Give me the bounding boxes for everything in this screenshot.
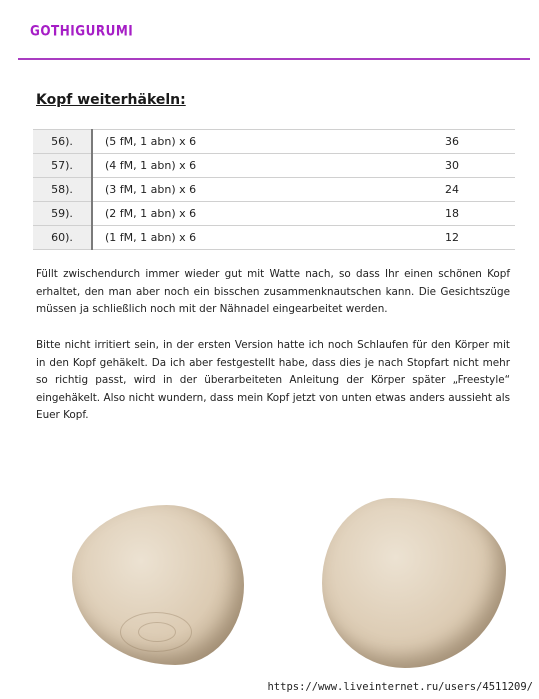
source-url[interactable]: https://www.liveinternet.ru/users/4511209/ bbox=[267, 681, 533, 693]
stitch-count: 36 bbox=[445, 130, 515, 154]
stitch-count: 24 bbox=[445, 178, 515, 202]
stitch-count: 30 bbox=[445, 154, 515, 178]
round-instruction: (3 fM, 1 abn) x 6 bbox=[92, 178, 445, 202]
round-number: 59). bbox=[33, 202, 92, 226]
round-instruction: (2 fM, 1 abn) x 6 bbox=[92, 202, 445, 226]
paragraph-stuffing: Füllt zwischendurch immer wieder gut mit Watte nach, so dass Ihr einen schönen Kopf erhaltet, den man aber noch ein bisschen zusammenknautschen kann. Die Gesichtszüge müssen ja schließlich noch mit der Nähnadel eingearbeitet werden. bbox=[36, 268, 510, 315]
round-number: 58). bbox=[33, 178, 92, 202]
round-number: 56). bbox=[33, 130, 92, 154]
round-number: 57). bbox=[33, 154, 92, 178]
round-instruction: (1 fM, 1 abn) x 6 bbox=[92, 226, 445, 250]
header-divider bbox=[18, 58, 530, 60]
paragraph-version-note: Bitte nicht irritiert sein, in der ersten Version hatte ich noch Schlaufen für den Körper mit in den Kopf gehäkelt. Da ich aber festgestellt habe, dass dies je nach Stopfart nicht mehr so richtig passt, wird in der überarbeiteten Anleitung der Körper später „Freestyle“ eingehäkelt. Also nicht wundern, dass mein Kopf jetzt von unten etwas anders aussieht als Euer Kopf. bbox=[36, 339, 510, 421]
round-instruction: (5 fM, 1 abn) x 6 bbox=[92, 130, 445, 154]
round-instruction: (4 fM, 1 abn) x 6 bbox=[92, 154, 445, 178]
stitch-count: 12 bbox=[445, 226, 515, 250]
section-title: Kopf weiterhäkeln: bbox=[36, 92, 186, 108]
crochet-head-photo-side bbox=[322, 498, 506, 668]
crochet-spiral-ring bbox=[138, 622, 176, 642]
table-row bbox=[33, 130, 515, 154]
stitch-count: 18 bbox=[445, 202, 515, 226]
table-row bbox=[33, 202, 515, 226]
table-row bbox=[33, 154, 515, 178]
table-row bbox=[33, 226, 515, 250]
round-number: 60). bbox=[33, 226, 92, 250]
brand-logo: GOTHIGURUMI bbox=[30, 22, 134, 40]
round-table bbox=[33, 129, 515, 250]
table-row bbox=[33, 178, 515, 202]
